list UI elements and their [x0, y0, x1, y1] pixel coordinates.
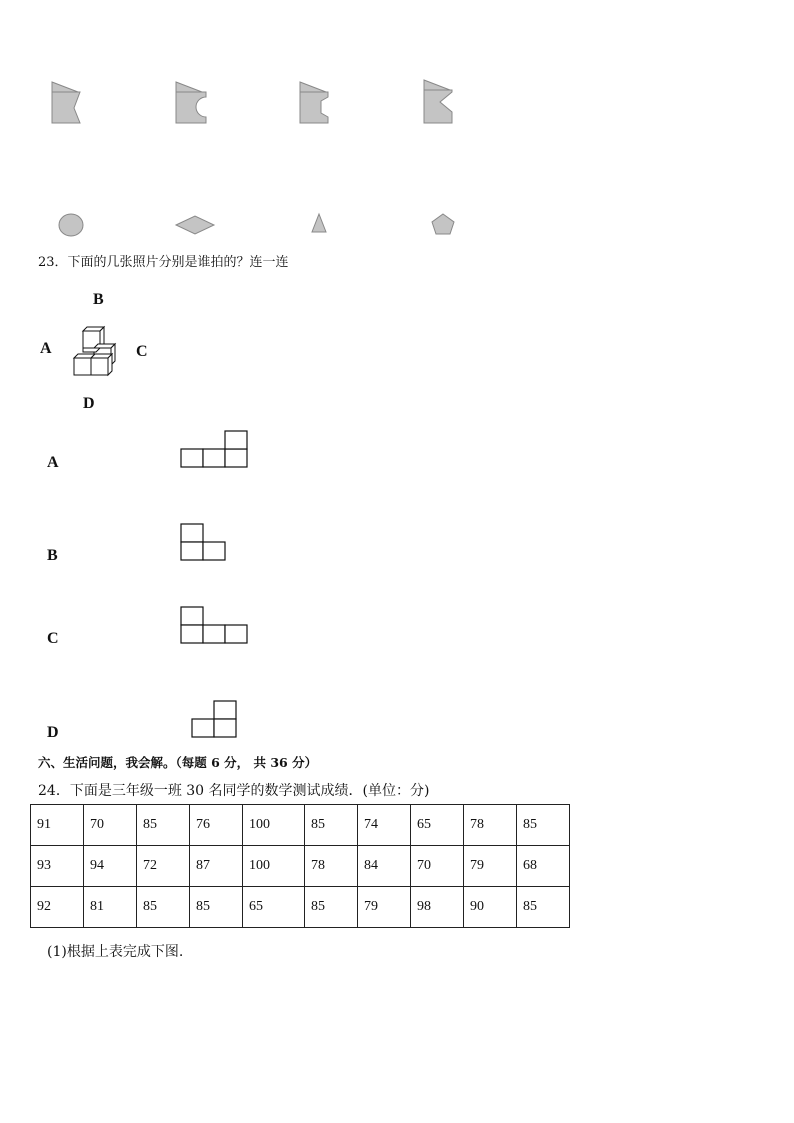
table-row [31, 887, 570, 928]
observer-label-a: A [40, 340, 52, 357]
view-d-figure [191, 700, 241, 740]
table-cell: 78 [464, 805, 517, 846]
table-cell: 93 [31, 846, 84, 887]
table-cell: 78 [305, 846, 358, 887]
table-cell: 100 [243, 846, 305, 887]
table-cell: 85 [305, 805, 358, 846]
table-cell: 87 [190, 846, 243, 887]
table-cell: 85 [190, 887, 243, 928]
table-cell: 74 [358, 805, 411, 846]
table-cell: 65 [243, 887, 305, 928]
flag-cut-triangle-icon [420, 78, 458, 126]
view-label-a: A [47, 454, 59, 471]
table-cell: 85 [137, 805, 190, 846]
pentagon-icon [430, 212, 456, 236]
view-label-d: D [47, 724, 59, 741]
table-cell: 91 [31, 805, 84, 846]
diamond-icon [174, 214, 216, 236]
question-24-text: 24．下面是三年级一班 30 名同学的数学测试成绩．(单位：分) [38, 783, 430, 799]
table-cell: 85 [305, 887, 358, 928]
table-cell: 70 [84, 805, 137, 846]
table-cell: 85 [517, 805, 570, 846]
view-b-figure [180, 523, 230, 563]
table-cell: 76 [190, 805, 243, 846]
table-cell: 85 [517, 887, 570, 928]
table-cell: 72 [137, 846, 190, 887]
flag-cut-semicircle-icon [172, 80, 212, 126]
question-23-text: 23．下面的几张照片分别是谁拍的？连一连 [38, 255, 289, 270]
table-cell: 70 [411, 846, 464, 887]
section-6-title: 六、生活问题，我会解。（每题 6 分， 共 36 分） [38, 755, 318, 770]
table-cell: 85 [137, 887, 190, 928]
view-a-figure [180, 430, 252, 470]
table-cell: 90 [464, 887, 517, 928]
table-row [31, 846, 570, 887]
scores-table [30, 804, 570, 928]
table-cell: 98 [411, 887, 464, 928]
view-label-b: B [47, 547, 58, 564]
table-cell: 84 [358, 846, 411, 887]
table-cell: 65 [411, 805, 464, 846]
flag-cut-trapezoid-icon [296, 80, 334, 126]
circle-icon [57, 212, 85, 238]
observer-label-c: C [136, 343, 148, 360]
table-cell: 68 [517, 846, 570, 887]
table-cell: 100 [243, 805, 305, 846]
question-24-sub-1: (1)根据上表完成下图. [47, 944, 184, 960]
triangle-icon [309, 212, 329, 234]
table-cell: 92 [31, 887, 84, 928]
observer-label-d: D [83, 395, 95, 412]
view-c-figure [180, 606, 252, 646]
table-cell: 79 [464, 846, 517, 887]
cube-stack-figure [70, 323, 122, 379]
table-cell: 79 [358, 887, 411, 928]
table-cell: 94 [84, 846, 137, 887]
flag-cut-parallelogram-icon [48, 80, 84, 126]
view-label-c: C [47, 630, 59, 647]
table-cell: 81 [84, 887, 137, 928]
table-row [31, 805, 570, 846]
observer-label-b: B [93, 291, 104, 308]
